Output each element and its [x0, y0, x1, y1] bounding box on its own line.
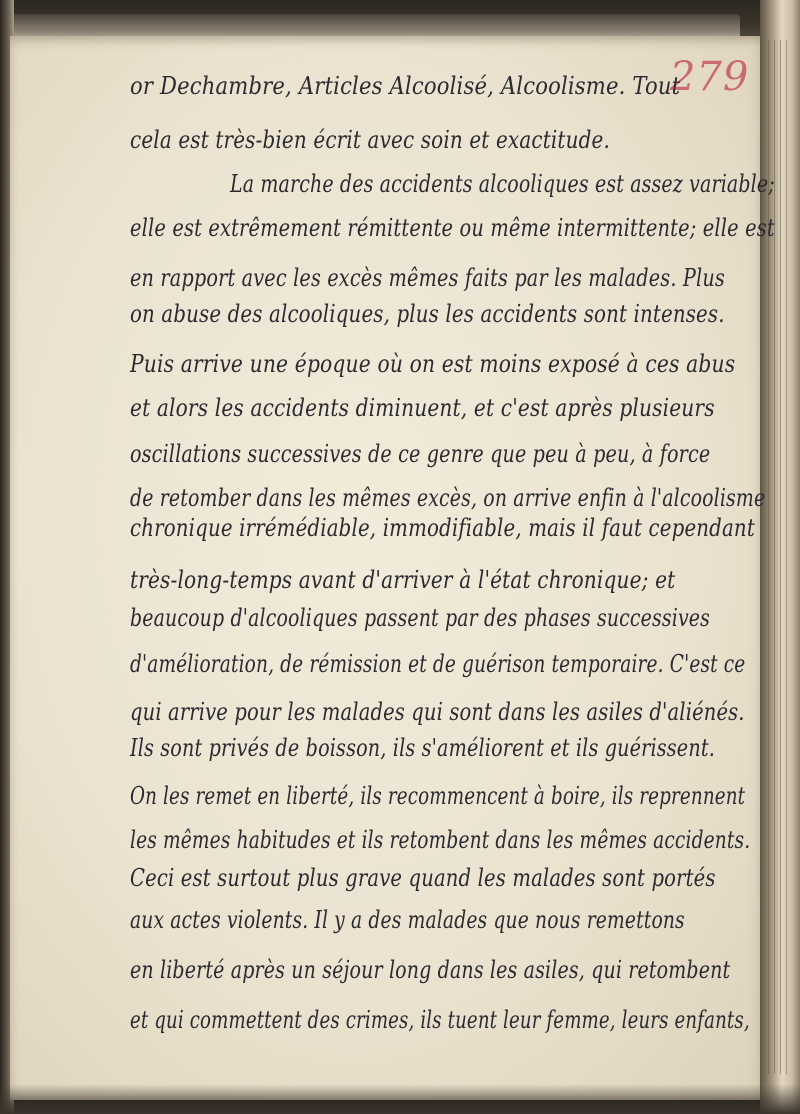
text-line: chronique irrémédiable, immodifiable, mais il faut cependant [130, 514, 755, 542]
page-number: 279 [670, 54, 750, 100]
text-line: et qui commettent des crimes, ils tuent leur femme, leurs enfants, [130, 1006, 750, 1034]
text-line: elle est extrêmement rémittente ou même intermittente; elle est [130, 214, 775, 242]
text-line: or Dechambre, Articles Alcoolisé, Alcoolisme. Tout [130, 72, 681, 100]
text-line: La marche des accidents alcooliques est assez variable; [230, 170, 775, 198]
text-line: en liberté après un séjour long dans les asiles, qui retombent [130, 956, 731, 984]
text-line: aux actes violents. Il y a des malades que nous remettons [130, 906, 685, 934]
book-page-edges [760, 0, 800, 1114]
text-line: On les remet en liberté, ils recommencent à boire, ils reprennent [130, 782, 746, 810]
text-line: qui arrive pour les malades qui sont dans les asiles d'aliénés. [130, 698, 745, 726]
text-line: les mêmes habitudes et ils retombent dans les mêmes accidents. [130, 826, 751, 854]
text-line: Ceci est surtout plus grave quand les malades sont portés [130, 864, 716, 892]
text-line: cela est très-bien écrit avec soin et exactitude. [130, 126, 610, 154]
book-bottom-edge [0, 1084, 800, 1114]
text-line: en rapport avec les excès mêmes faits par les malades. Plus [130, 264, 725, 292]
text-line: beaucoup d'alcooliques passent par des phases successives [130, 604, 711, 632]
text-line: Ils sont privés de boisson, ils s'améliorent et ils guérissent. [130, 734, 715, 762]
text-line: d'amélioration, de rémission et de guérison temporaire. C'est ce [130, 650, 746, 678]
text-line: très-long-temps avant d'arriver à l'état chronique; et [130, 566, 676, 594]
text-line: on abuse des alcooliques, plus les accidents sont intenses. [130, 300, 725, 328]
text-line: de retomber dans les mêmes excès, on arrive enfin à l'alcoolisme [130, 484, 766, 512]
text-line: et alors les accidents diminuent, et c'est après plusieurs [130, 394, 715, 422]
text-line: Puis arrive une époque où on est moins exposé à ces abus [130, 350, 736, 378]
text-line: oscillations successives de ce genre que peu à peu, à force [130, 440, 711, 468]
